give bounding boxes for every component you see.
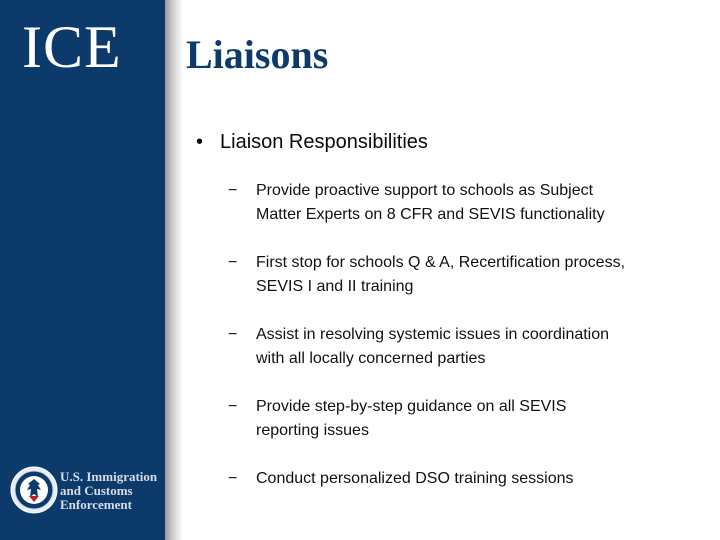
- agency-name: [60, 470, 157, 512]
- sub-bullet: [228, 395, 698, 443]
- sub-bullet: [228, 251, 698, 299]
- sub-bullet-line: SEVIS I and II training: [256, 278, 414, 295]
- dash-marker: −: [228, 182, 238, 199]
- sub-bullet-text: [256, 395, 698, 443]
- agency-line-2: and Customs: [60, 483, 133, 498]
- sidebar-shadow: [165, 0, 183, 540]
- brand-logo-text: ICE: [22, 14, 122, 80]
- sidebar: [0, 0, 165, 540]
- sub-bullet-line: Conduct personalized DSO training sessions: [256, 470, 574, 487]
- main-bullet: [196, 128, 428, 156]
- bullet-marker: •: [196, 131, 204, 153]
- sub-bullet-line: Provide proactive support to schools as Subject: [256, 182, 594, 199]
- sub-bullet-text: [256, 179, 698, 227]
- dash-marker: −: [228, 254, 238, 271]
- sub-bullet-line: Assist in resolving systemic issues in coordination: [256, 326, 610, 343]
- agency-logo: [10, 466, 165, 516]
- sub-bullet-line: First stop for schools Q & A, Recertification process,: [256, 254, 626, 271]
- sub-bullet: [228, 467, 698, 491]
- sub-bullet: [228, 179, 698, 227]
- dash-marker: −: [228, 398, 238, 415]
- bullet-label: Liaison Responsibilities: [220, 131, 428, 153]
- dash-marker: −: [228, 470, 238, 487]
- agency-line-3: Enforcement: [60, 497, 132, 512]
- sub-bullet-text: [256, 251, 698, 299]
- sub-bullet-text: [256, 323, 698, 371]
- sub-bullet-line: Provide step-by-step guidance on all SEVIS: [256, 398, 567, 415]
- sub-bullet-text: [256, 467, 698, 491]
- slide-title: Liaisons: [186, 32, 329, 77]
- sub-bullet-line: Matter Experts on 8 CFR and SEVIS functionality: [256, 206, 605, 223]
- agency-line-1: U.S. Immigration: [60, 469, 158, 484]
- sub-bullet-line: reporting issues: [256, 422, 369, 439]
- dhs-seal-icon: [10, 466, 58, 514]
- dash-marker: −: [228, 326, 238, 343]
- sub-bullet-line: with all locally concerned parties: [256, 350, 486, 367]
- sub-bullet: [228, 323, 698, 371]
